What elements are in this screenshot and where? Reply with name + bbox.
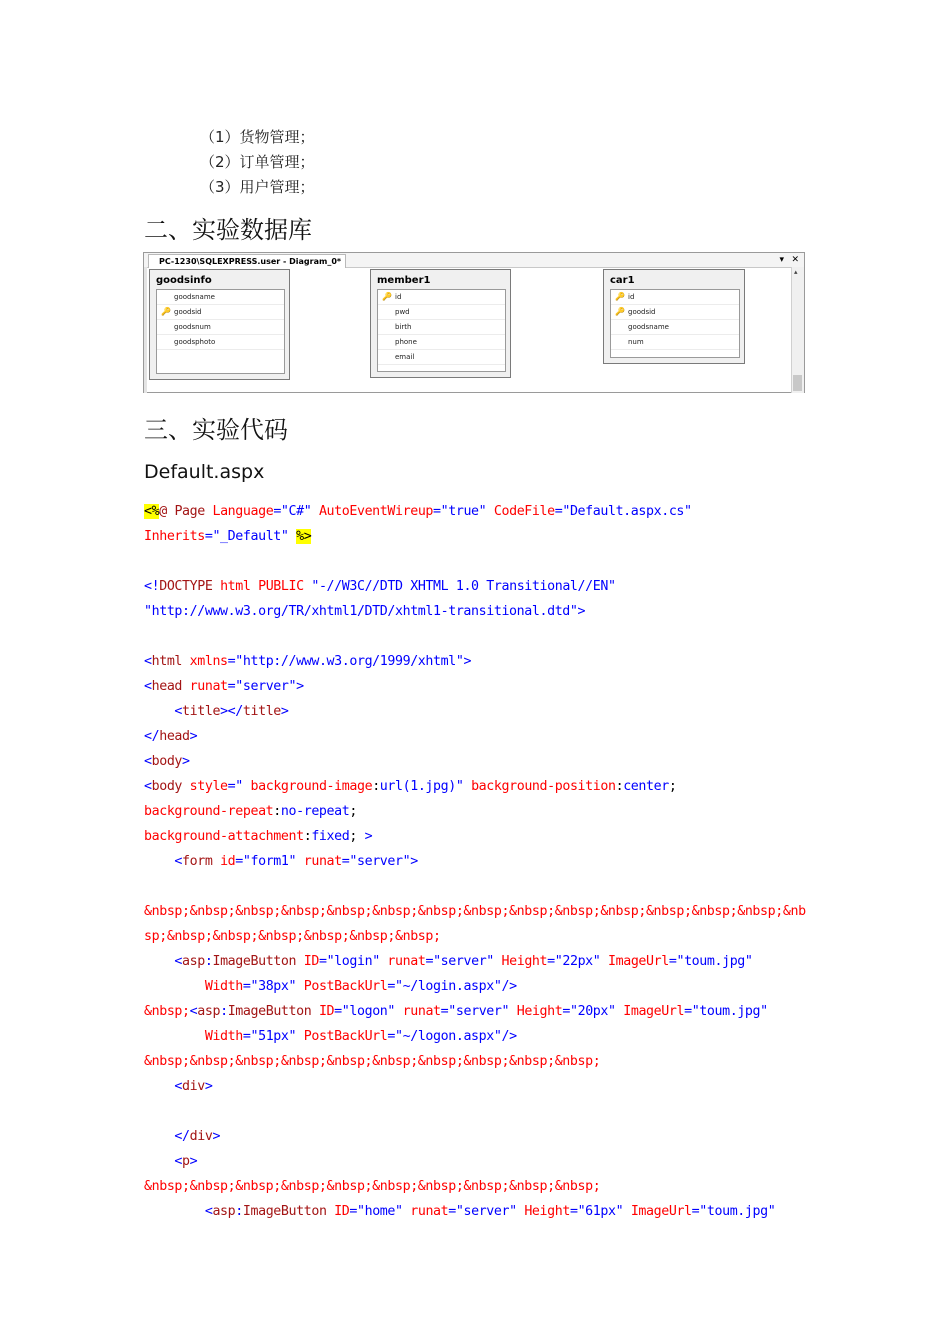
code-line: <head runat="server"> [144,679,304,694]
code-line: <!DOCTYPE html PUBLIC "-//W3C//DTD XHTML 1.0 Transitional//EN" [144,579,616,594]
file-title: Default.aspx [144,461,265,483]
code-line: <title></title> [144,704,289,719]
column-row[interactable]: goodsphoto [157,335,284,350]
code-line: Width="38px" PostBackUrl="~/login.aspx"/> [204,979,517,994]
column-row[interactable]: 🔑 id [378,290,505,305]
code-line: &nbsp;&nbsp;&nbsp;&nbsp;&nbsp;&nbsp;&nbsp;&nbsp;&nbsp;&nbsp;&nbsp;&nbsp;&nbsp;&nbsp;&nb [144,904,806,919]
code-line: Inherits="_Default" %> [144,529,312,544]
diagram-left-edge [144,267,147,393]
code-line: background-attachment:fixed; > [144,829,373,844]
code-line: <form id="form1" runat="server"> [144,854,418,869]
table-title: goodsinfo [156,275,212,286]
list-item-users: （3）用户管理； [200,178,315,196]
code-line: <body style=" background-image:url(1.jpg)" background-position:center; [144,779,677,794]
column-row[interactable]: phone [378,335,505,350]
code-line: <asp:ImageButton ID="home" runat="server" Height="61px" ImageUrl="toum.jpg" [144,1204,776,1219]
code-line: &nbsp;&nbsp;&nbsp;&nbsp;&nbsp;&nbsp;&nbsp;&nbsp;&nbsp;&nbsp; [144,1054,601,1069]
code-line: <%@ Page Language="C#" AutoEventWireup="true" CodeFile="Default.aspx.cs" [144,504,692,519]
code-line: &nbsp;<asp:ImageButton ID="logon" runat="server" Height="20px" ImageUrl="toum.jpg" [144,1004,768,1019]
section-code-heading: 三、实验代码 [144,416,288,444]
column-row[interactable]: birth [378,320,505,335]
column-row[interactable]: num [611,335,739,350]
list-item-orders: （2）订单管理； [200,153,315,171]
diagram-scrollbar[interactable] [791,267,804,393]
code-line: <asp:ImageButton ID="login" runat="server" Height="22px" ImageUrl="toum.jpg" [144,954,753,969]
table-columns [610,289,740,358]
database-diagram [143,252,805,393]
key-icon: 🔑 [382,292,392,301]
code-line: background-repeat:no-repeat; [144,804,357,819]
code-line: <div> [144,1079,213,1094]
code-line: sp;&nbsp;&nbsp;&nbsp;&nbsp;&nbsp;&nbsp; [144,929,441,944]
code-line: </div> [144,1129,221,1144]
scroll-up-icon[interactable]: ▴ [794,268,798,276]
table-columns [377,289,506,372]
column-row[interactable]: 🔑 id [611,290,739,305]
code-line: &nbsp;&nbsp;&nbsp;&nbsp;&nbsp;&nbsp;&nbsp;&nbsp;&nbsp;&nbsp; [144,1179,601,1194]
list-item-goods: （1）货物管理； [200,128,315,146]
table-member1[interactable] [370,269,511,378]
table-title: member1 [377,275,431,286]
column-row[interactable]: email [378,350,505,365]
code-line: <p> [144,1154,198,1169]
table-car1[interactable] [603,269,745,364]
column-row[interactable]: 🔑 goodsid [611,305,739,320]
code-line: Width="51px" PostBackUrl="~/logon.aspx"/> [204,1029,517,1044]
diagram-tab-bar [144,253,804,268]
key-icon: 🔑 [615,307,625,316]
code-line: <body> [144,754,190,769]
code-line: "http://www.w3.org/TR/xhtml1/DTD/xhtml1-transitional.dtd"> [144,604,586,619]
scroll-thumb[interactable] [793,375,802,391]
key-icon: 🔑 [615,292,625,301]
table-title: car1 [610,275,635,286]
code-line: </head> [144,729,198,744]
dropdown-icon[interactable]: ▾ [779,255,784,265]
key-icon: 🔑 [161,307,171,316]
column-row[interactable]: 🔑 goodsid [157,305,284,320]
column-row[interactable]: pwd [378,305,505,320]
table-goodsinfo[interactable] [149,269,290,380]
column-row[interactable]: goodsname [611,320,739,335]
close-icon[interactable]: ✕ [791,255,799,265]
column-row[interactable]: goodsname [157,290,284,305]
diagram-tab[interactable]: PC-1230\SQLEXPRESS.user - Diagram_0* [148,254,346,268]
column-row[interactable]: goodsnum [157,320,284,335]
table-columns [156,289,285,374]
code-line: <html xmlns="http://www.w3.org/1999/xhtml"> [144,654,472,669]
section-database-heading: 二、实验数据库 [144,216,312,244]
